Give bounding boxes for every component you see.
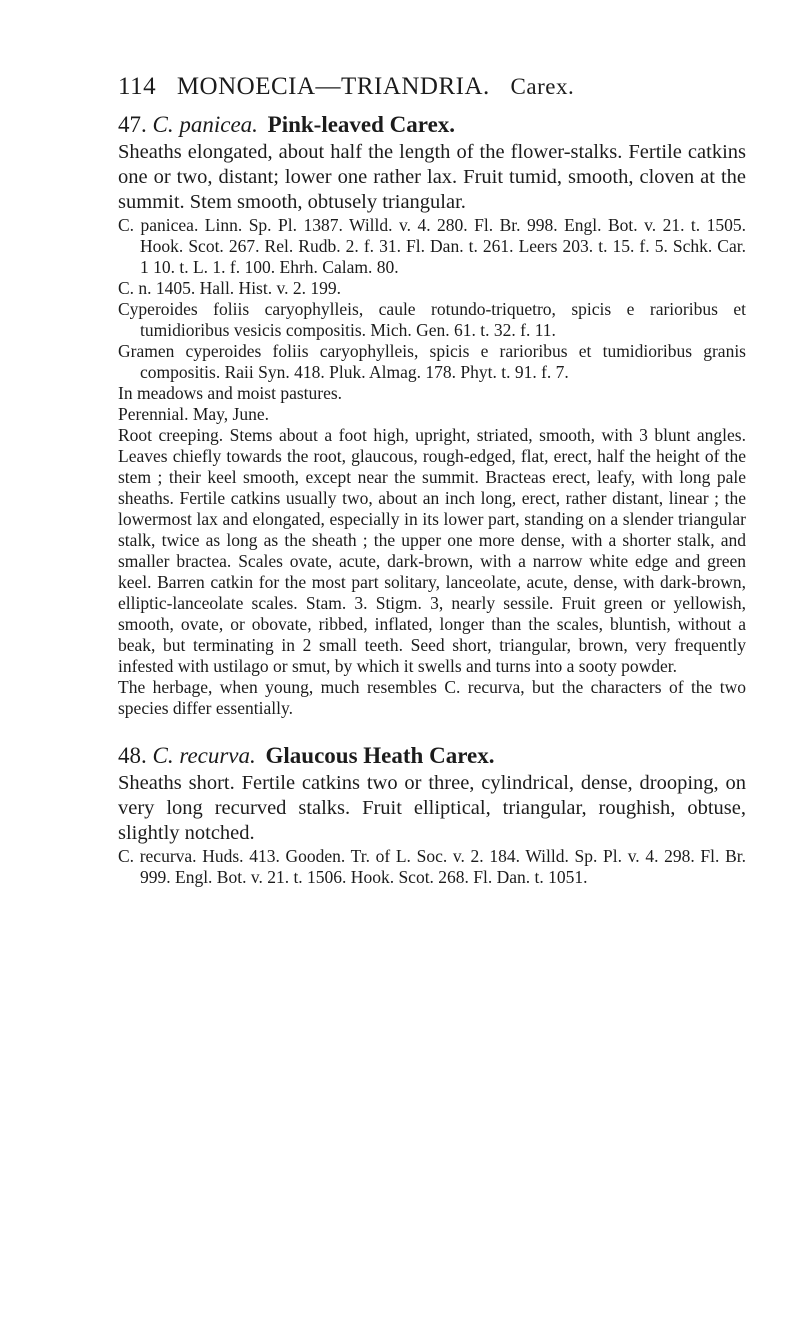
species-number: 48. (118, 743, 147, 768)
species-47-remark: The herbage, when young, much resembles C. recurva, but the characters of the two species differ essentially. (118, 677, 746, 718)
species-number: 47. (118, 112, 147, 137)
page-header (118, 72, 746, 102)
running-title: MONOECIA—TRIANDRIA. (176, 73, 490, 100)
species-47-description: Sheaths elongated, about half the length of the flower-stalks. Fertile catkins one or two, distant; lower one rather lax. Fruit tumid, smooth, cloven at the summit. Stem smooth, obtusely triangular. (118, 141, 746, 213)
species-english-name: Pink-leaved Carex. (267, 112, 456, 137)
genus-label: Carex. (510, 74, 575, 99)
synonymy-entry: C. panicea. Linn. Sp. Pl. 1387. Willd. v. 4. 280. Fl. Br. 998. Engl. Bot. v. 21. t. 1505. Hook. Scot. 267. Rel. Rudb. 2. f. 31. Fl. Dan. t. 261. Leers 203. t. 15. f. 5. Schk. Car. 1 10. t. L. 1. f. 100. Ehrh. Calam. 80. (118, 215, 746, 277)
species-47-heading (118, 110, 746, 140)
synonymy-entry: Cyperoides foliis caryophylleis, caule rotundo-triquetro, spicis e rarioribus et tumidioribus vesicis compositis. Mich. Gen. 61. t. 32. f. 11. (118, 299, 746, 340)
book-page (118, 72, 746, 888)
page-number: 114 (118, 73, 157, 100)
species-latin-name: C. recurva. (152, 743, 256, 768)
synonymy-entry: C. recurva. Huds. 413. Gooden. Tr. of L. Soc. v. 2. 184. Willd. Sp. Pl. v. 4. 298. Fl. Br. 999. Engl. Bot. v. 21. t. 1506. Hook. Scot. 268. Fl. Dan. t. 1051. (118, 846, 746, 887)
species-48-description: Sheaths short. Fertile catkins two or three, cylindrical, dense, drooping, on very long recurved stalks. Fruit elliptical, triangular, roughish, obtuse, slightly notched. (118, 772, 746, 844)
species-48-heading (118, 741, 746, 771)
species-latin-name: C. panicea. (152, 112, 258, 137)
duration: Perennial. May, June. (118, 404, 269, 424)
species-english-name: Glaucous Heath Carex. (265, 743, 495, 768)
habitat: In meadows and moist pastures. (118, 383, 343, 403)
species-47-body: Root creeping. Stems about a foot high, upright, striated, smooth, with 3 blunt angles. Leaves chiefly towards the root, glaucous, rough-edged, flat, erect, half the height of the stem ; their keel smooth, except near the summit. Bracteas erect, leafy, with long pale sheaths. Fertile catkins usually two, about an inch long, erect, rather distant, linear ; the lowermost lax and elongated, especially in its lower part, standing on a slender triangular stalk, twice as long as the sheath ; the upper one more dense, with a shorter stalk, and smaller bractea. Scales ovate, acute, dark-brown, with a narrow white edge and green keel. Barren catkin for the most part solitary, lanceolate, acute, dense, with dark-brown, elliptic-lanceolate scales. Stam. 3. Stigm. 3, nearly sessile. Fruit green or yellowish, smooth, ovate, or obovate, ribbed, inflated, longer than the scales, bluntish, without a beak, but terminating in 2 small teeth. Seed short, triangular, brown, very frequently infested with ustilago or smut, by which it swells and turns into a sooty powder. (118, 425, 746, 676)
synonymy-entry: Gramen cyperoides foliis caryophylleis, spicis e rarioribus et tumidioribus granis compositis. Raii Syn. 418. Pluk. Almag. 178. Phyt. t. 91. f. 7. (118, 341, 746, 382)
synonymy-entry: C. n. 1405. Hall. Hist. v. 2. 199. (118, 278, 341, 298)
